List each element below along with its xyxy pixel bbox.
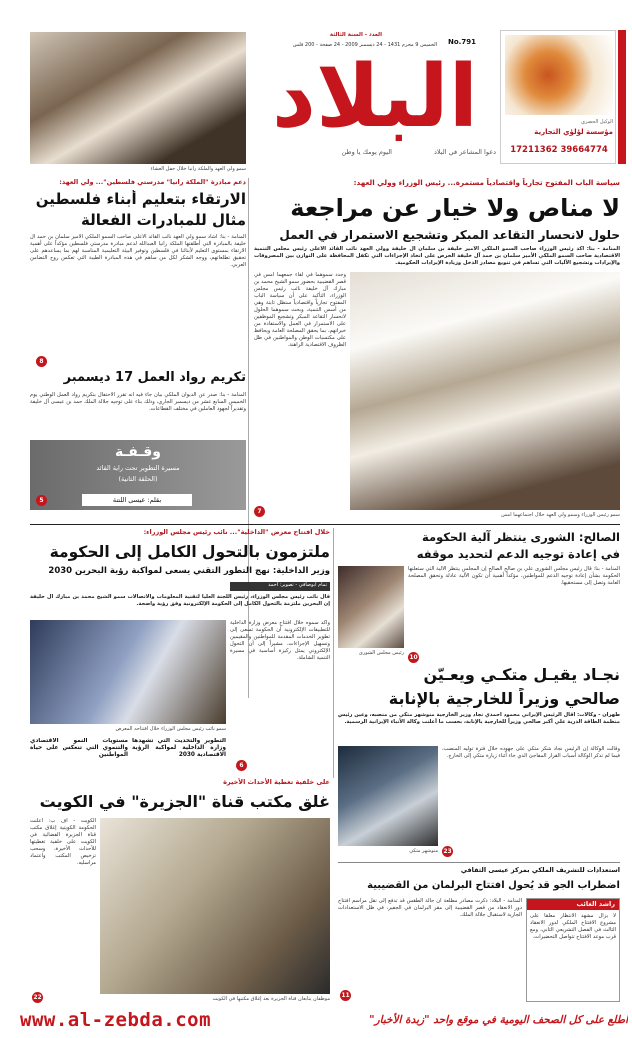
main-kicker: سياسة الباب المفتوح تجارياً واقتصادياً مستمرة... رئيس الوزراء وولي العهد: <box>353 178 620 187</box>
waqfa-box <box>30 440 246 510</box>
box-right-title: راشد الغائب <box>527 899 619 910</box>
top-left-badge: 8 <box>36 356 47 367</box>
shura-body: المنامة - بنا: قال رئيس مجلس الشورى علي بن صالح الصالح إن المجلس ينتظر الآلية التي ستعلنها الحكومة بشأن إعادة توجيه الدعم للمواطنين، مؤكداً أهمية أن تكون الآلية عادلة وتحقق المصلحة العامة وتصل إلى مستحقيها. <box>408 566 620 586</box>
issue-line: العدد - السنة الثالثة <box>329 32 382 38</box>
egov-kicker: خلال افتتاح معرض "الداخلية"... نائب رئيس مجلس الوزراء: <box>143 528 330 536</box>
top-left-caption: سمو ولي العهد والملكة رانيا خلال حفل العشاء <box>150 166 246 172</box>
footer-banner[interactable] <box>0 1006 632 1034</box>
ad-image <box>505 35 613 115</box>
main-lead: المنامة - بنا: أكد رئيس الوزراء صاحب السمو الملكي الأمير خليفة بن سلمان آل خليفة وولي العهد نائب القائد الأعلى رئيس مجلس التنمية الاقتصادية صاحب السمو الملكي الأمير سلمان بن حمد آل خليفة الحرص على اتخاذ الإجراءات التي تكفل المحافظة على التوازن بين المصروفات والإيرادات وتشجيع الأليات التي تساهم في تنويع مصادر الدخل وزيادة الإيرادات الحكومية. <box>254 246 620 266</box>
waqfa-line2: (الحلقة الثانية) <box>118 475 158 483</box>
main-caption: سمو رئيس الوزراء وسمو ولي العهد خلال اجتماعهما أمس <box>501 512 620 518</box>
budget-headline: اضطراب الجو قد يُحول افتتاح البرلمان من القضيبية <box>367 880 620 891</box>
egov-photo <box>30 620 226 724</box>
jazeera-kicker: على خلفية تغطية الأحداث الأخيرة <box>223 778 330 786</box>
main-column: وجدد سموهما في لقاء جمعهما أمس في قصر القضيبية بحضور سمو الشيخ محمد بن مبارك آل خليفة نائب رئيس مجلس الوزراء، التأكيد على أن سياسة الباب المفتوح تجارياً واقتصادياً ستظل ثابتة وهي من أسس التنمية، وبحث سموهما الحلول لانحسار التقاعد المبكر وتشجيع الموظفين على الاستمرار في العمل والاستفادة من خبراتهم، بما يحقق المصلحة العامة ويحافظ على مكتسبات الوطن والمواطنين في ظل الظروف الاقتصادية الراهنة. <box>254 272 346 348</box>
shura-photo <box>338 566 404 648</box>
budget-kicker: استعدادات للتشريف الملكي بمركز عيسى الثقافي <box>460 866 620 874</box>
tagline: اليوم يومك يا وطن <box>341 148 392 156</box>
ad-brand: مؤسسة لؤلؤي التجارية <box>534 128 613 136</box>
shura-headline-2: في إعادة توجيه الدعم لتحديد موقفه <box>416 547 620 561</box>
shura-badge: 10 <box>409 654 418 661</box>
jazeera-body: الكويت - أف ب: أعلنت الحكومة الكويتية إغلاق مكتب قناة الجزيرة الفضائية في الكويت على خلفية تغطيتها للأحداث الأخيرة، وسحب ترخيص المكتب واعتماد مراسليه. <box>30 818 96 866</box>
top-left-headline-2: مثال للمبادرات الفعالة <box>80 211 246 229</box>
workers-headline: تكريم رواد العمل 17 ديسمبر <box>63 370 246 385</box>
box-right-body: لا يزال مشهد الانتظار معلقاً على مشروع الافتتاح الملكي لدور الانعقاد الثالث في الفصل التشريعي الثاني، ومع قرب موعد الافتتاح تتواصل التحضيرات. <box>530 913 616 940</box>
main-headline: لا مناص ولا خيار عن مراجعة <box>290 194 620 222</box>
budget-badge: 11 <box>341 992 350 999</box>
main-badge: 7 <box>254 506 265 517</box>
waqfa-line1: مسيرة التطوير تحت راية القائد <box>96 464 180 472</box>
waqfa-author: بقلم: عيسى اللتنة <box>82 494 192 506</box>
egov-lead: قال نائب رئيس مجلس الوزراء، رئيس اللجنة العليا لتقنية المعلومات والاتصالات سمو الشيخ محمد بن مبارك آل خليفة إن البحرين ملتزمة بالتحول الكامل إلى الحكومة الإلكترونية وفق رؤية واضحة. <box>30 594 330 607</box>
budget-body: المنامة - البلاد: ذكرت مصادر مطلعة أن حالة الطقس قد تدفع إلى نقل مراسم افتتاح دور الانعقاد من قصر القضيبية إلى مقر البرلمان في الجفير، في ظل الاستعدادات الجارية لاستقبال جلالة الملك. <box>338 898 522 918</box>
waqfa-title: وقـفـة <box>114 444 161 460</box>
top-left-photo <box>30 32 246 164</box>
egov-side: التطوير والتحديث التي تشهدها وزارة الداخلية لمواكبة الرؤية الاقتصادية 2030 <box>132 738 226 758</box>
main-photo <box>350 272 620 510</box>
egov-side2: مستويات النمو الاقتصادي والتنموي التي تنعكس على حياة المواطنين <box>30 738 128 758</box>
jazeera-badge: 22 <box>33 994 42 1001</box>
divider-horizontal-2 <box>338 862 620 863</box>
ad-top-left[interactable] <box>500 30 616 164</box>
iran-headline-2: صالحي وزيراً للخارجية بالإنابة <box>388 689 620 708</box>
egov-caption: سمو نائب رئيس مجلس الوزراء خلال افتتاحه المعرض <box>115 726 226 732</box>
divider-vertical-mid <box>333 528 334 778</box>
iran-caption: منوشهر متكي <box>409 848 438 854</box>
jazeera-photo <box>100 818 330 994</box>
shura-headline-1: الصالح: الشورى ينتظر آلية الحكومة <box>422 530 620 544</box>
waqfa-badge: 5 <box>36 495 47 506</box>
divider-horizontal-1 <box>30 524 620 525</box>
jazeera-caption: موظفان يتابعان قناة الجزيرة بعد إغلاق مكتبها في الكويت <box>212 996 330 1002</box>
iran-body: طهران - وكالات: أقال الرئيس الإيراني محمود أحمدي نجاد وزير الخارجية منوشهر متكي من منصبه، وعين رئيس منظمة الطاقة الذرية علي أكبر صالحي وزيراً للخارجية بالإنابة، بحسب ما أعلنت وكالة الأنباء الإيرانية الرسمية. <box>338 712 620 725</box>
issue-number: No.791 <box>448 38 476 46</box>
footer-url[interactable]: www.al-zebda.com <box>20 1009 212 1031</box>
slogan: دعوا المشاعر في البلاد <box>434 148 496 156</box>
masthead-side-strip <box>618 30 626 164</box>
iran-badge: 23 <box>443 848 452 855</box>
footer-text[interactable]: اطلع على كل الصحف اليومية في موقع واحد "زبدة الأخبار" <box>369 1014 628 1026</box>
main-subhead: حلول لانحسار التقاعد المبكر وتشجيع الاستمرار في العمل <box>279 228 620 242</box>
iran-photo <box>338 746 438 846</box>
shura-caption: رئيس مجلس الشورى <box>358 650 404 656</box>
egov-badge: 6 <box>236 760 247 771</box>
date-line: الخميس 9 محرم 1431 - 24 ديسمبر 2009 - 24 صفحة - 200 فلس <box>292 42 437 48</box>
jazeera-headline: غلق مكتب قناة "الجزيرة" في الكويت <box>39 792 330 811</box>
egov-headline: ملتزمون بالتحول الكامل إلى الحكومة <box>49 543 330 561</box>
top-left-body: المنامة - بنا: أشاد سمو ولي العهد نائب القائد الأعلى صاحب السمو الملكي الأمير سلمان بن حمد آل خليفة بالمبادرة التي أطلقتها الملكة رانيا العبدالله لدعم مبادرة مدرستي فلسطين مؤكداً على أهمية الارتقاء بمستوى التعليم لأبنائنا في فلسطين وتوفير البيئة التعليمية المناسبة لهم بما يساعدهم على تحقيق تطلعاتهم، ووجه الشكر لكل من ساهم في هذه المبادرة الطيبة التي تعكس روح التضامن العربي. <box>30 234 246 268</box>
iran-headline-1: نجـاد يقيـل متكـي ويعـيّن <box>423 665 620 684</box>
egov-subhead: وزير الداخلية: نهج التطور التقني يسعى لمواكبة رؤية البحرين 2030 <box>48 566 330 576</box>
top-left-kicker: دعم مبادرة "الملكة رانيا" مدرستي فلسطين"... ولي العهد: <box>59 178 246 186</box>
egov-tag: تمام أبوصافي - تصوير: أحمد <box>230 582 330 591</box>
top-left-headline-1: الارتقاء بتعليم أبناء فلسطين <box>35 190 246 208</box>
workers-body: المنامة - بنا: صدر عن الديوان الملكي بيان جاء فيه أنه تقرر الاحتفال بتكريم رواد العمل الوطني يوم الخميس السابع عشر من ديسمبر الجاري، وذلك بناء على توجيه جلالة الملك حمد بن عيسى آل خليفة وتقديراً لجهود العاملين في مختلف القطاعات. <box>30 392 246 412</box>
logo: البلاد <box>271 52 479 142</box>
masthead <box>252 30 498 164</box>
ad-sub: الوكيل الحصري <box>581 119 613 125</box>
box-right <box>526 898 620 1002</box>
egov-column: وأكد سموه خلال افتتاح معرض وزارة الداخلية للتطبيقات الإلكترونية أن الحكومة تسعى إلى تطوير الخدمات المقدمة للمواطنين والمقيمين وتسهيل الإجراءات، مشيراً إلى أن التحول الإلكتروني يمثل ركيزة أساسية في مسيرة التنمية الشاملة. <box>230 620 330 661</box>
iran-column: وقالت الوكالة إن الرئيس نجاد شكر متكي على جهوده خلال فترة توليه المنصب، فيما لم تذكر الوكالة أسباب القرار المفاجئ الذي جاء أثناء زيارة متكي إلى الخارج. <box>442 746 620 759</box>
ad-phones: 17211362 39664774 <box>510 145 608 155</box>
